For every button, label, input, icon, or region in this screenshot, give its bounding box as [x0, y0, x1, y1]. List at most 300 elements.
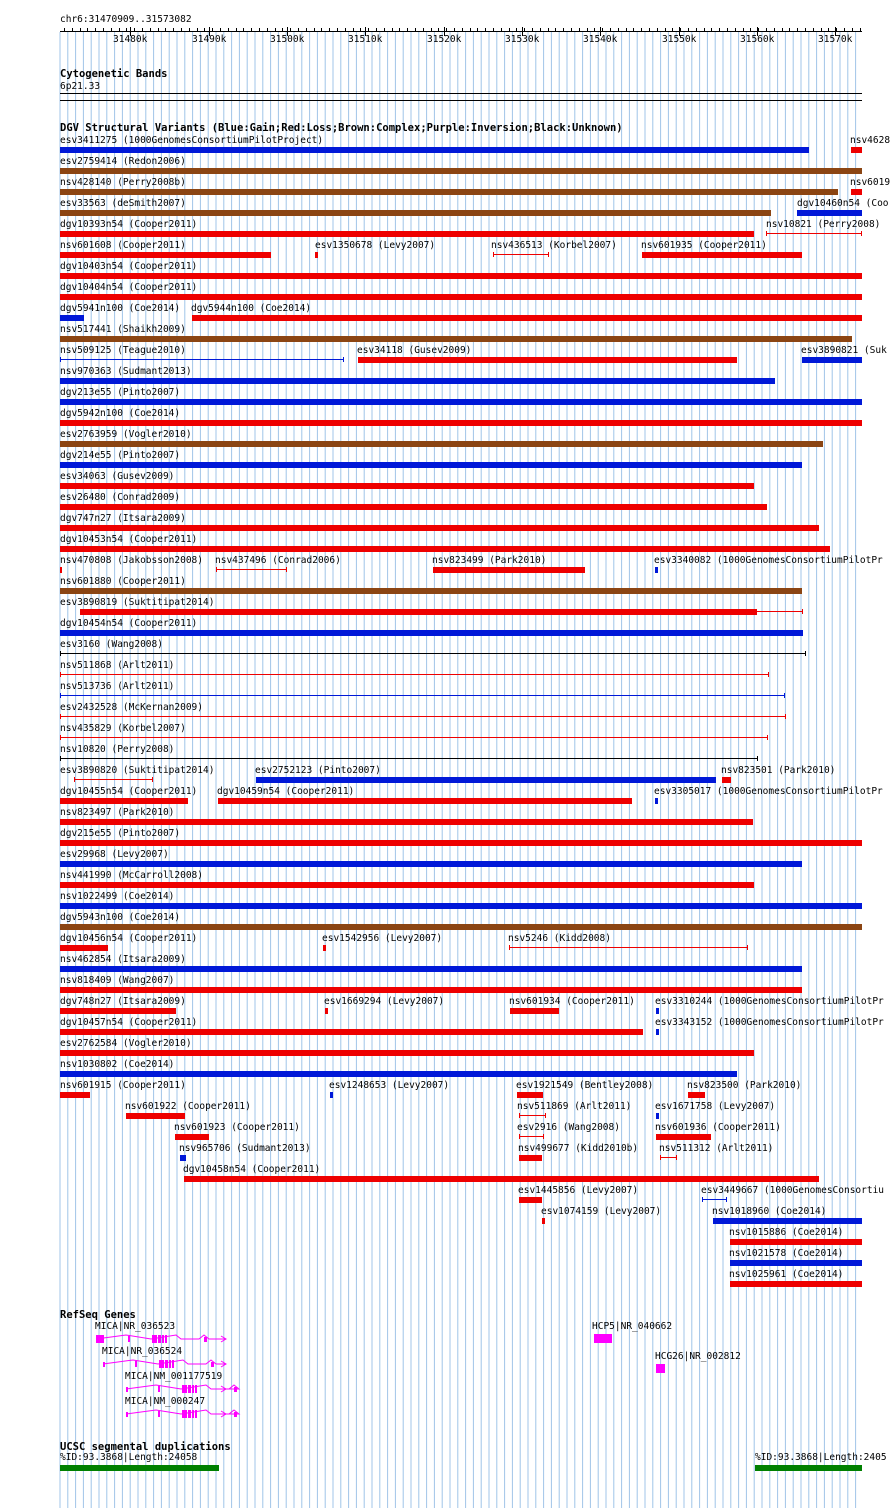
variant-feature[interactable]	[60, 1029, 643, 1035]
ruler-minor-tick	[501, 28, 502, 31]
variant-feature[interactable]	[218, 798, 632, 804]
variant-end-cap	[757, 756, 758, 761]
cyto-band-line-bottom	[60, 100, 862, 101]
variant-feature[interactable]	[80, 609, 757, 615]
variant-feature-line[interactable]	[493, 254, 549, 255]
variant-feature[interactable]	[323, 945, 326, 951]
variant-label[interactable]: dgv5941n100 (Coe2014)	[60, 303, 181, 314]
gene-model[interactable]	[0, 1332, 890, 1346]
variant-feature[interactable]	[851, 147, 862, 153]
variant-label[interactable]: esv3160 (Wang2008)	[60, 639, 163, 650]
ruler-minor-tick	[485, 28, 486, 31]
variant-feature[interactable]	[60, 840, 862, 846]
variant-feature[interactable]	[358, 357, 737, 363]
variant-feature[interactable]	[730, 1281, 862, 1287]
ruler-minor-tick	[727, 28, 728, 31]
cyto-band-label: 6p21.33	[60, 81, 101, 92]
variant-label[interactable]: nsv437496 (Conrad2006)	[215, 555, 341, 566]
variant-feature[interactable]	[330, 1092, 333, 1098]
variant-feature-line[interactable]	[702, 1199, 727, 1200]
variant-label[interactable]: nsv441990 (McCarroll2008)	[60, 870, 203, 881]
ruler-tick-label: 31520k	[427, 34, 462, 45]
variant-label[interactable]: nsv511868 (Arlt2011)	[60, 660, 175, 671]
variant-end-cap	[493, 252, 494, 257]
variant-label[interactable]: dgv215e55 (Pinto2007)	[60, 828, 181, 839]
variant-label[interactable]: nsv1021578 (Coe2014)	[729, 1248, 844, 1259]
variant-label[interactable]: nsv1015886 (Coe2014)	[729, 1227, 844, 1238]
variant-end-cap	[861, 231, 862, 236]
variant-feature[interactable]	[60, 273, 862, 279]
variant-label[interactable]: nsv1030802 (Coe2014)	[60, 1059, 175, 1070]
ruler-minor-tick	[314, 28, 315, 31]
variant-label[interactable]: nsv601915 (Cooper2011)	[60, 1080, 186, 1091]
variant-label[interactable]: nsv823497 (Park2010)	[60, 807, 175, 818]
ruler-minor-tick	[345, 28, 346, 31]
variant-label[interactable]: esv3890820 (Suktitipat2014)	[60, 765, 215, 776]
variant-feature[interactable]	[192, 315, 862, 321]
gene-exon	[182, 1410, 187, 1418]
variant-end-cap	[545, 1113, 546, 1118]
gene-label[interactable]: HCP5|NR_040662	[592, 1321, 673, 1332]
variant-feature[interactable]	[60, 147, 809, 153]
ruler-minor-tick	[719, 28, 720, 31]
ruler-minor-tick	[696, 28, 697, 31]
ruler-minor-tick	[852, 28, 853, 31]
variant-label[interactable]: nsv601880 (Cooper2011)	[60, 576, 186, 587]
variant-feature[interactable]	[688, 1092, 705, 1098]
variant-label[interactable]: esv34063 (Gusev2009)	[60, 471, 175, 482]
ruler-minor-tick	[376, 28, 377, 31]
variant-label[interactable]: esv2762584 (Vogler2010)	[60, 1038, 192, 1049]
variant-label[interactable]: nsv601923 (Cooper2011)	[174, 1122, 300, 1133]
ruler-minor-tick	[243, 28, 244, 31]
variant-feature[interactable]	[851, 189, 862, 195]
variant-label[interactable]: dgv10456n54 (Cooper2011)	[60, 933, 198, 944]
variant-feature[interactable]	[730, 1260, 862, 1266]
variant-feature[interactable]	[60, 966, 802, 972]
variant-end-cap	[60, 735, 61, 740]
variant-label[interactable]: esv34118 (Gusev2009)	[357, 345, 472, 356]
refseq-track-title[interactable]: RefSeq Genes	[60, 1309, 136, 1321]
variant-label[interactable]: nsv499677 (Kidd2010b)	[518, 1143, 639, 1154]
variant-label[interactable]: esv2759414 (Redon2006)	[60, 156, 186, 167]
variant-feature[interactable]	[60, 1050, 754, 1056]
variant-label[interactable]: nsv10821 (Perry2008)	[766, 219, 881, 230]
variant-label[interactable]: nsv436513 (Korbel2007)	[491, 240, 617, 251]
ruler-minor-tick	[321, 28, 322, 31]
variant-label[interactable]: esv3340082 (1000GenomesConsortiumPilotPr	[654, 555, 883, 566]
ruler-minor-tick	[610, 28, 611, 31]
variant-end-cap	[74, 777, 75, 782]
variant-label[interactable]: esv2916 (Wang2008)	[517, 1122, 620, 1133]
variant-label[interactable]: nsv1025961 (Coe2014)	[729, 1269, 844, 1280]
variant-label[interactable]: dgv10403n54 (Cooper2011)	[60, 261, 198, 272]
variant-label[interactable]: dgv10458n54 (Cooper2011)	[183, 1164, 321, 1175]
ruler-minor-tick	[290, 28, 291, 31]
ruler-minor-tick	[821, 28, 822, 31]
variant-feature[interactable]	[60, 504, 767, 510]
ruler-minor-tick	[181, 28, 182, 31]
variant-feature[interactable]	[60, 1071, 737, 1077]
ruler-minor-tick	[555, 28, 556, 31]
variant-end-cap	[660, 1155, 661, 1160]
variant-feature[interactable]	[60, 210, 771, 216]
variant-feature[interactable]	[60, 546, 830, 552]
variant-feature[interactable]	[519, 1197, 542, 1203]
variant-label[interactable]: nsv517441 (Shaikh2009)	[60, 324, 186, 335]
variant-label[interactable]: dgv10460n54 (Coo	[797, 198, 889, 209]
gene-exon	[192, 1385, 194, 1393]
ruler-minor-tick	[204, 28, 205, 31]
ruler-minor-tick	[103, 28, 104, 31]
variant-feature[interactable]	[656, 1008, 659, 1014]
variant-feature[interactable]	[315, 252, 318, 258]
ruler-minor-tick	[571, 28, 572, 31]
variant-feature[interactable]	[60, 420, 862, 426]
gene-exon	[234, 1387, 237, 1392]
ruler-minor-tick	[579, 28, 580, 31]
variant-end-cap	[60, 357, 61, 362]
ruler-minor-tick	[735, 28, 736, 31]
variant-feature[interactable]	[542, 1218, 545, 1224]
variant-feature[interactable]	[60, 168, 862, 174]
variant-label[interactable]: dgv213e55 (Pinto2007)	[60, 387, 181, 398]
variant-label[interactable]: nsv435829 (Korbel2007)	[60, 723, 186, 734]
ruler-minor-tick	[360, 28, 361, 31]
variant-label[interactable]: esv26480 (Conrad2009)	[60, 492, 181, 503]
ruler-minor-tick	[618, 28, 619, 31]
gene-exon	[126, 1412, 128, 1417]
variant-label[interactable]: esv1669294 (Levy2007)	[324, 996, 445, 1007]
variant-feature[interactable]	[60, 924, 862, 930]
gene-label[interactable]: MICA|NR_036524	[102, 1346, 183, 1357]
gene-label[interactable]: MICA|NM_000247	[125, 1396, 206, 1407]
variant-feature[interactable]	[60, 630, 803, 636]
variant-label[interactable]: esv1671758 (Levy2007)	[655, 1101, 776, 1112]
variant-feature-line[interactable]	[660, 1157, 677, 1158]
ruler-minor-tick	[649, 28, 650, 31]
variant-feature[interactable]	[60, 441, 823, 447]
variant-end-cap	[784, 693, 785, 698]
variant-feature[interactable]	[60, 294, 862, 300]
ruler-minor-tick	[415, 28, 416, 31]
variant-label[interactable]: dgv214e55 (Pinto2007)	[60, 450, 181, 461]
ruler-minor-tick	[516, 28, 517, 31]
ruler-minor-tick	[665, 28, 666, 31]
gene-exon	[158, 1411, 160, 1417]
variant-label[interactable]: esv3449667 (1000GenomesConsortiu	[701, 1185, 885, 1196]
ruler-tick-label: 31560k	[740, 34, 775, 45]
variant-label[interactable]: dgv10393n54 (Cooper2011)	[60, 219, 198, 230]
variant-end-cap	[802, 609, 803, 614]
ruler-minor-tick	[111, 28, 112, 31]
variant-feature[interactable]	[60, 567, 62, 573]
variant-feature-line[interactable]	[519, 1115, 546, 1116]
ruler-minor-tick	[462, 28, 463, 31]
ruler-minor-tick	[384, 28, 385, 31]
variant-label[interactable]: nsv1022499 (Coe2014)	[60, 891, 175, 902]
variant-feature[interactable]	[60, 987, 802, 993]
variant-label[interactable]: esv1074159 (Levy2007)	[541, 1206, 662, 1217]
ruler-minor-tick	[150, 28, 151, 31]
ruler-minor-tick	[688, 28, 689, 31]
ruler-minor-tick	[548, 28, 549, 31]
variant-feature-line[interactable]	[60, 758, 758, 759]
variant-label[interactable]: nsv511312 (Arlt2011)	[659, 1143, 774, 1154]
variant-feature[interactable]	[60, 462, 802, 468]
gene-label[interactable]: MICA|NR_036523	[95, 1321, 176, 1332]
segdup-feature[interactable]	[60, 1465, 219, 1471]
ruler-minor-tick	[813, 28, 814, 31]
variant-feature[interactable]	[60, 798, 188, 804]
variant-label[interactable]: dgv748n27 (Itsara2009)	[60, 996, 186, 1007]
variant-end-cap	[543, 1134, 544, 1139]
variant-label[interactable]: esv29968 (Levy2007)	[60, 849, 169, 860]
variant-feature-line[interactable]	[60, 653, 806, 654]
variant-label[interactable]: esv1445856 (Levy2007)	[518, 1185, 639, 1196]
variant-feature[interactable]	[60, 1008, 176, 1014]
ruler-minor-tick	[602, 28, 603, 31]
ruler-tick-label: 31480k	[113, 34, 148, 45]
variant-label[interactable]: dgv5943n100 (Coe2014)	[60, 912, 181, 923]
variant-feature[interactable]	[60, 336, 852, 342]
variant-feature-line[interactable]	[766, 233, 862, 234]
variant-feature[interactable]	[60, 882, 754, 888]
variant-feature-line[interactable]	[519, 1136, 544, 1137]
variant-label[interactable]: dgv10457n54 (Cooper2011)	[60, 1017, 198, 1028]
variant-feature[interactable]	[642, 252, 802, 258]
variant-feature[interactable]	[60, 378, 775, 384]
variant-label[interactable]: esv1248653 (Levy2007)	[329, 1080, 450, 1091]
variant-feature[interactable]	[656, 1113, 659, 1119]
variant-label[interactable]: nsv601935 (Cooper2011)	[641, 240, 767, 251]
variant-label[interactable]: nsv823499 (Park2010)	[432, 555, 547, 566]
variant-feature[interactable]	[60, 231, 754, 237]
variant-feature[interactable]	[60, 252, 271, 258]
variant-label[interactable]: nsv601608 (Cooper2011)	[60, 240, 186, 251]
dgv-track-title[interactable]: DGV Structural Variants (Blue:Gain;Red:Loss;Brown:Complex;Purple:Inversion;Black:Unknown)	[60, 122, 623, 134]
variant-feature-line[interactable]	[74, 779, 153, 780]
variant-feature[interactable]	[802, 357, 862, 363]
variant-feature[interactable]	[256, 777, 716, 783]
ruler-minor-tick	[477, 28, 478, 31]
variant-label[interactable]: nsv965706 (Sudmant2013)	[179, 1143, 311, 1154]
variant-feature[interactable]	[730, 1239, 862, 1245]
variant-feature[interactable]	[655, 798, 658, 804]
ruler-minor-tick	[587, 28, 588, 31]
variant-label[interactable]: nsv462854 (Itsara2009)	[60, 954, 186, 965]
variant-feature[interactable]	[60, 588, 802, 594]
variant-label[interactable]: esv3310244 (1000GenomesConsortiumPilotPr	[655, 996, 884, 1007]
variant-feature[interactable]	[433, 567, 585, 573]
variant-feature-line[interactable]	[60, 674, 769, 675]
ruler-minor-tick	[306, 28, 307, 31]
variant-label[interactable]: nsv5246 (Kidd2008)	[508, 933, 611, 944]
variant-feature[interactable]	[180, 1155, 186, 1161]
variant-end-cap	[726, 1197, 727, 1202]
ruler-tick-label: 31570k	[818, 34, 853, 45]
ruler-minor-tick	[275, 28, 276, 31]
variant-feature-line[interactable]	[509, 947, 748, 948]
ruler-minor-tick	[563, 28, 564, 31]
gene-label[interactable]: MICA|NM_001177519	[125, 1371, 223, 1382]
ruler-minor-tick	[173, 28, 174, 31]
segdup-label[interactable]: %ID:93.3868|Length:24058	[60, 1452, 198, 1463]
ruler-minor-tick	[251, 28, 252, 31]
variant-label[interactable]: nsv6019	[850, 177, 890, 188]
variant-label[interactable]: dgv747n27 (Itsara2009)	[60, 513, 186, 524]
variant-end-cap	[785, 714, 786, 719]
variant-end-cap	[702, 1197, 703, 1202]
variant-label[interactable]: nsv823500 (Park2010)	[687, 1080, 802, 1091]
ruler-minor-tick	[134, 28, 135, 31]
gene-label[interactable]: HCG26|NR_002812	[655, 1351, 741, 1362]
variant-label[interactable]: esv1921549 (Bentley2008)	[516, 1080, 654, 1091]
ruler-minor-tick	[267, 28, 268, 31]
ruler-minor-tick	[197, 28, 198, 31]
ruler-minor-tick	[704, 28, 705, 31]
ruler-minor-tick	[540, 28, 541, 31]
gene-exon	[158, 1386, 160, 1392]
ruler-minor-tick	[407, 28, 408, 31]
variant-feature[interactable]	[797, 210, 862, 216]
ruler-minor-tick	[236, 28, 237, 31]
gene-model[interactable]	[0, 1382, 890, 1396]
variant-feature[interactable]	[60, 903, 862, 909]
variant-label[interactable]: dgv5942n100 (Coe2014)	[60, 408, 181, 419]
variant-feature[interactable]	[60, 861, 802, 867]
variant-end-cap	[805, 651, 806, 656]
variant-label[interactable]: esv2763959 (Vogler2010)	[60, 429, 192, 440]
variant-label[interactable]: dgv5944n100 (Coe2014)	[191, 303, 312, 314]
variant-label[interactable]: nsv428140 (Perry2008b)	[60, 177, 186, 188]
variant-end-cap	[676, 1155, 677, 1160]
variant-feature[interactable]	[60, 189, 838, 195]
variant-feature[interactable]	[655, 567, 658, 573]
variant-feature[interactable]	[722, 777, 731, 783]
variant-label[interactable]: esv33563 (deSmith2007)	[60, 198, 186, 209]
ruler-minor-tick	[158, 28, 159, 31]
variant-label[interactable]: nsv601934 (Cooper2011)	[509, 996, 635, 1007]
variant-feature-line[interactable]	[60, 359, 344, 360]
variant-feature[interactable]	[60, 819, 753, 825]
segdup-feature[interactable]	[755, 1465, 862, 1471]
ruler-minor-tick	[711, 28, 712, 31]
ruler-minor-tick	[228, 28, 229, 31]
ruler-minor-tick	[774, 28, 775, 31]
ruler-minor-tick	[446, 28, 447, 31]
variant-feature[interactable]	[184, 1176, 819, 1182]
variant-label[interactable]: nsv601936 (Cooper2011)	[655, 1122, 781, 1133]
variant-label[interactable]: esv2432528 (McKernan2009)	[60, 702, 203, 713]
variant-end-cap	[60, 672, 61, 677]
ruler-minor-tick	[72, 28, 73, 31]
variant-label[interactable]: nsv970363 (Sudmant2013)	[60, 366, 192, 377]
variant-label[interactable]: dgv10459n54 (Cooper2011)	[217, 786, 355, 797]
ruler-minor-tick	[368, 28, 369, 31]
ruler-minor-tick	[641, 28, 642, 31]
variant-label[interactable]: dgv10453n54 (Cooper2011)	[60, 534, 198, 545]
variant-feature-line[interactable]	[60, 716, 786, 717]
variant-label[interactable]: nsv601922 (Cooper2011)	[125, 1101, 251, 1112]
cyto-track-title[interactable]: Cytogenetic Bands	[60, 68, 168, 80]
variant-feature-line[interactable]	[60, 737, 768, 738]
variant-label[interactable]: esv3411275 (1000GenomesConsortiumPilotProject)	[60, 135, 324, 146]
variant-feature[interactable]	[656, 1029, 659, 1035]
variant-feature[interactable]	[325, 1008, 328, 1014]
variant-feature[interactable]	[60, 1092, 90, 1098]
gene-model[interactable]	[0, 1407, 890, 1421]
variant-label[interactable]: nsv511869 (Arlt2011)	[517, 1101, 632, 1112]
ruler-minor-tick	[95, 28, 96, 31]
ruler-minor-tick	[672, 28, 673, 31]
variant-end-cap	[548, 252, 549, 257]
variant-label[interactable]: esv3890819 (Suktitipat2014)	[60, 597, 215, 608]
variant-end-cap	[60, 756, 61, 761]
variant-end-cap	[152, 777, 153, 782]
variant-end-cap	[60, 651, 61, 656]
variant-feature[interactable]	[60, 483, 754, 489]
variant-label[interactable]: esv1542956 (Levy2007)	[322, 933, 443, 944]
variant-feature[interactable]	[60, 399, 862, 405]
variant-end-cap	[519, 1113, 520, 1118]
variant-label[interactable]: dgv10454n54 (Cooper2011)	[60, 618, 198, 629]
ruler-minor-tick	[805, 28, 806, 31]
variant-label[interactable]: nsv10820 (Perry2008)	[60, 744, 175, 755]
gene-model[interactable]	[0, 1362, 890, 1376]
variant-label[interactable]: dgv10455n54 (Cooper2011)	[60, 786, 198, 797]
variant-label[interactable]: nsv823501 (Park2010)	[721, 765, 836, 776]
variant-feature[interactable]	[60, 525, 819, 531]
segdup-track-title[interactable]: UCSC segmental duplications	[60, 1441, 231, 1453]
variant-feature[interactable]	[175, 1134, 209, 1140]
ruler-minor-tick	[353, 28, 354, 31]
variant-label[interactable]: esv2752123 (Pinto2007)	[255, 765, 381, 776]
ruler-tick-label: 31530k	[505, 34, 540, 45]
variant-label[interactable]: esv3305017 (1000GenomesConsortiumPilotPr	[654, 786, 883, 797]
variant-end-cap	[509, 945, 510, 950]
variant-feature[interactable]	[656, 1134, 711, 1140]
variant-feature[interactable]	[510, 1008, 559, 1014]
variant-label[interactable]: esv1350678 (Levy2007)	[315, 240, 436, 251]
gene-exon	[195, 1410, 197, 1418]
variant-label[interactable]: nsv818409 (Wang2007)	[60, 975, 175, 986]
variant-label[interactable]: nsv509125 (Teague2010)	[60, 345, 186, 356]
variant-label[interactable]: dgv10404n54 (Cooper2011)	[60, 282, 198, 293]
variant-label[interactable]: esv3890821 (Suk	[801, 345, 887, 356]
ruler-axis	[60, 31, 862, 32]
variant-feature-line[interactable]	[60, 695, 785, 696]
variant-label[interactable]: nsv4628	[850, 135, 890, 146]
variant-feature[interactable]	[519, 1155, 542, 1161]
ruler-minor-tick	[142, 28, 143, 31]
variant-feature[interactable]	[517, 1092, 543, 1098]
variant-feature[interactable]	[713, 1218, 862, 1224]
ruler-minor-tick	[119, 28, 120, 31]
variant-label[interactable]: esv3343152 (1000GenomesConsortiumPilotPr	[655, 1017, 884, 1028]
ruler-minor-tick	[64, 28, 65, 31]
variant-feature-line[interactable]	[216, 569, 287, 570]
variant-feature[interactable]	[60, 945, 108, 951]
variant-end-cap	[286, 567, 287, 572]
variant-feature[interactable]	[126, 1113, 185, 1119]
variant-label[interactable]: nsv513736 (Arlt2011)	[60, 681, 175, 692]
ruler-minor-tick	[189, 28, 190, 31]
variant-label[interactable]: nsv470808 (Jakobsson2008)	[60, 555, 203, 566]
variant-feature[interactable]	[60, 315, 84, 321]
variant-label[interactable]: nsv1018960 (Coe2014)	[712, 1206, 827, 1217]
segdup-label[interactable]: %ID:93.3868|Length:2405	[755, 1452, 887, 1463]
